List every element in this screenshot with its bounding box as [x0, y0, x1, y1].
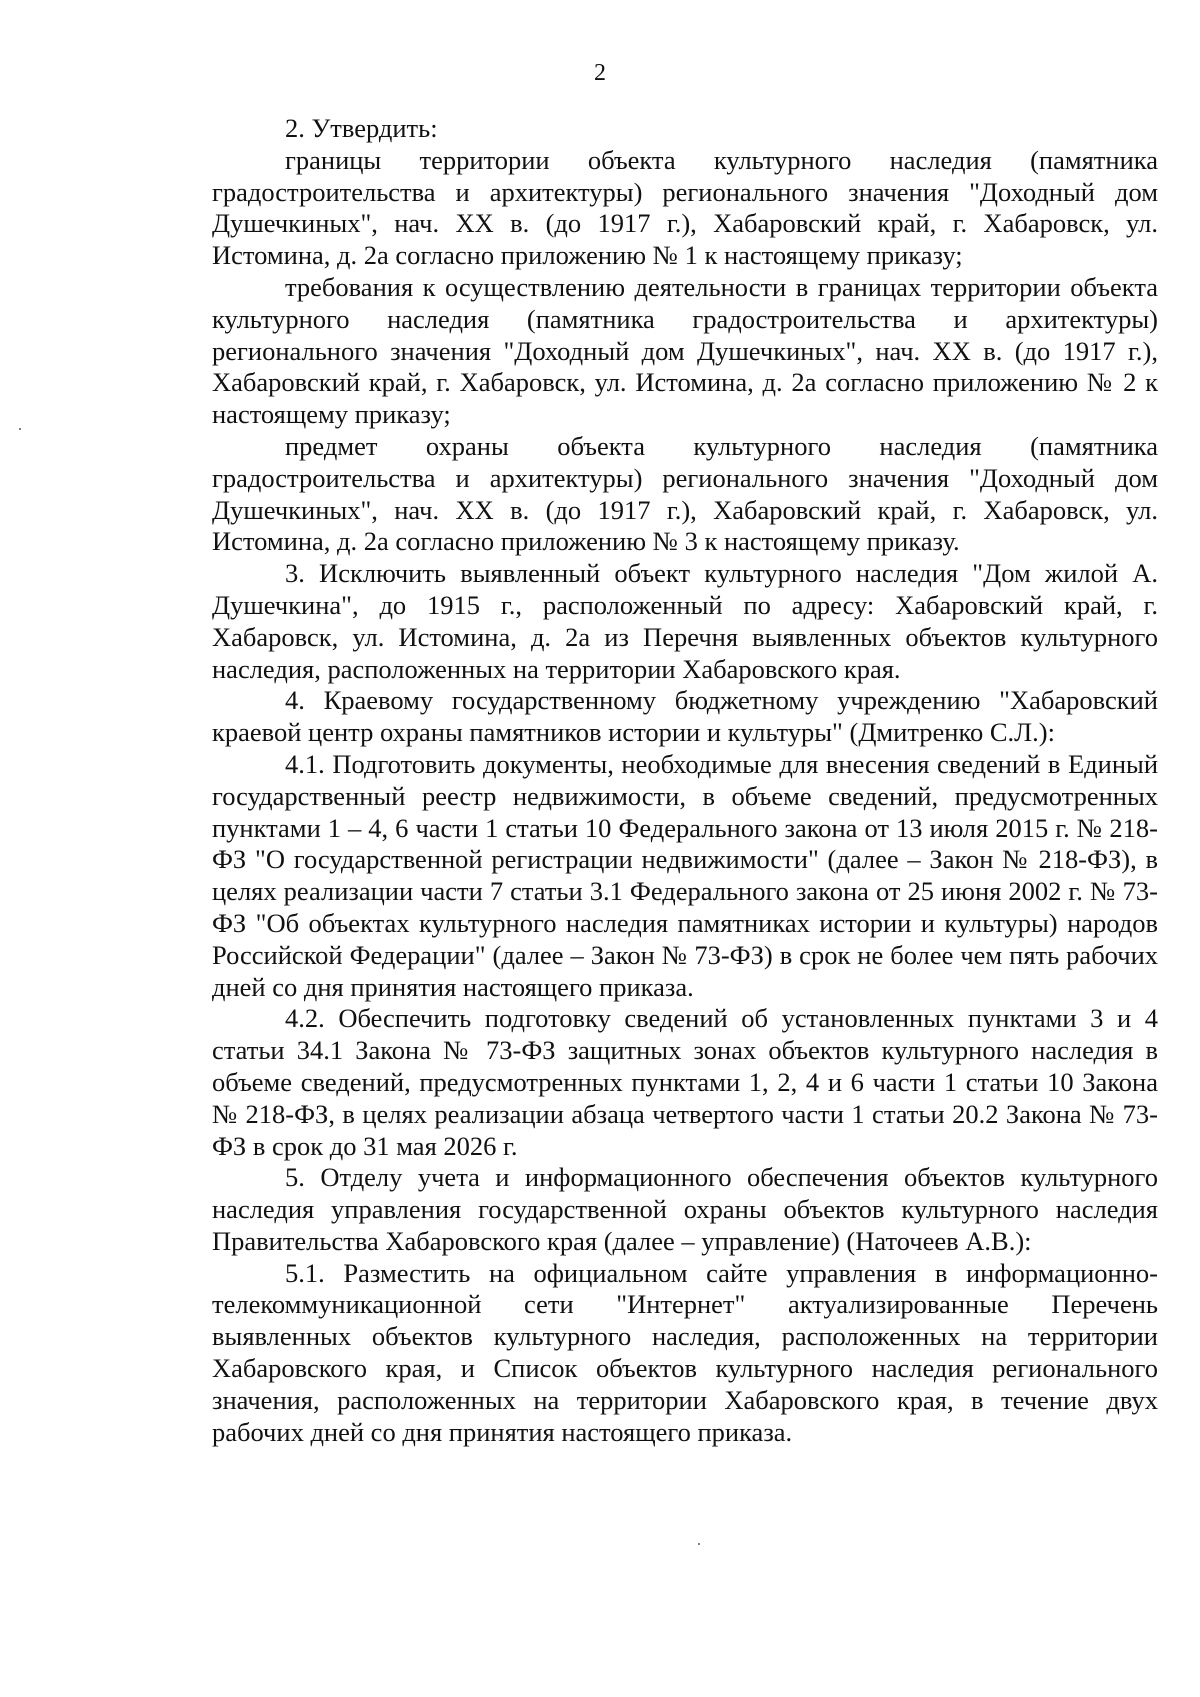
- scan-artifact-dot: [698, 1543, 700, 1545]
- page-number: 2: [594, 60, 606, 86]
- scan-artifact-dot: [19, 428, 21, 430]
- paragraph-item-3-exclusion: 3. Исключить выявленный объект культурного наследия "Дом жилой А. Душечкина", до 1915 г., расположенный по адресу: Хабаровский край, г. Хабаровск, ул. Истомина, д. 2а из Перечня выявленных объектов культурного наследия, расположенных на территории Хабаровского края.: [212, 558, 1158, 684]
- paragraph-activity-requirements: требования к осуществлению деятельности в границах территории объекта культурного наследия (памятника градостроительства и архитектуры) регионального значения "Доходный дом Душечкиных", нач. XX в. (до 1917 г.), Хабаровский край, г. Хабаровск, ул. Истомина, д. 2а согласно приложению № 2 к настоящему приказу;: [212, 271, 1158, 430]
- paragraph-protection-subject: предмет охраны объекта культурного наследия (памятника градостроительства и архитектуры) регионального значения "Доходный дом Душечкиных", нач. XX в. (до 1917 г.), Хабаровский край, г. Хабаровск, ул. Истомина, д. 2а согласно приложению № 3 к настоящему приказу.: [212, 430, 1158, 557]
- paragraph-territory-boundaries: границы территории объекта культурного наследия (памятника градостроительства и архитектуры) регионального значения "Доходный дом Душечкиных", нач. XX в. (до 1917 г.), Хабаровский край, г. Хабаровск, ул. Истомина, д. 2а согласно приложению № 1 к настоящему приказу;: [212, 144, 1158, 271]
- paragraph-item-4-2-protective-zones: 4.2. Обеспечить подготовку сведений об установленных пунктами 3 и 4 статьи 34.1 Закона № 73-ФЗ защитных зонах объектов культурного наследия в объеме сведений, предусмотренных пунктами 1, 2, 4 и 6 части 1 статьи 10 Закона № 218-ФЗ, в целях реализации абзаца четвертого части 1 статьи 20.2 Закона № 73-ФЗ в срок до 31 мая 2026 г.: [212, 1003, 1158, 1161]
- paragraph-item-2-heading: 2. Утвердить:: [285, 113, 438, 143]
- paragraph-item-5-department: 5. Отделу учета и информационного обеспечения объектов культурного наследия управления государственной охраны объектов культурного наследия Правительства Хабаровского края (далее – управление) (Наточеев А.В.):: [212, 1162, 1158, 1256]
- paragraph-item-4-institution: 4. Краевому государственному бюджетному учреждению "Хабаровский краевой центр охраны памятников истории и культуры" (Дмитренко С.Л.):: [212, 685, 1158, 748]
- document-body: [212, 113, 1158, 1448]
- paragraph-item-4-1-documents: 4.1. Подготовить документы, необходимые для внесения сведений в Единый государственный реестр недвижимости, в объеме сведений, предусмотренных пунктами 1 – 4, 6 части 1 статьи 10 Федерального закона от 13 июля 2015 г. № 218-ФЗ "О государственной регистрации недвижимости" (далее – Закон № 218-ФЗ), в целях реализации части 7 статьи 3.1 Федерального закона от 25 июня 2002 г. № 73-ФЗ "Об объектах культурного наследия памятниках истории и культуры) народов Российской Федерации" (далее – Закон № 73-ФЗ) в срок не более чем пять рабочих дней со дня принятия настоящего приказа.: [212, 748, 1158, 1002]
- paragraph-item-5-1-publish: 5.1. Разместить на официальном сайте управления в информационно-телекоммуникационной сети "Интернет" актуализированные Перечень выявленных объектов культурного наследия, расположенных на территории Хабаровского края, и Список объектов культурного наследия регионального значения, расположенных на территории Хабаровского края, в течение двух рабочих дней со дня принятия настоящего приказа.: [212, 1257, 1158, 1447]
